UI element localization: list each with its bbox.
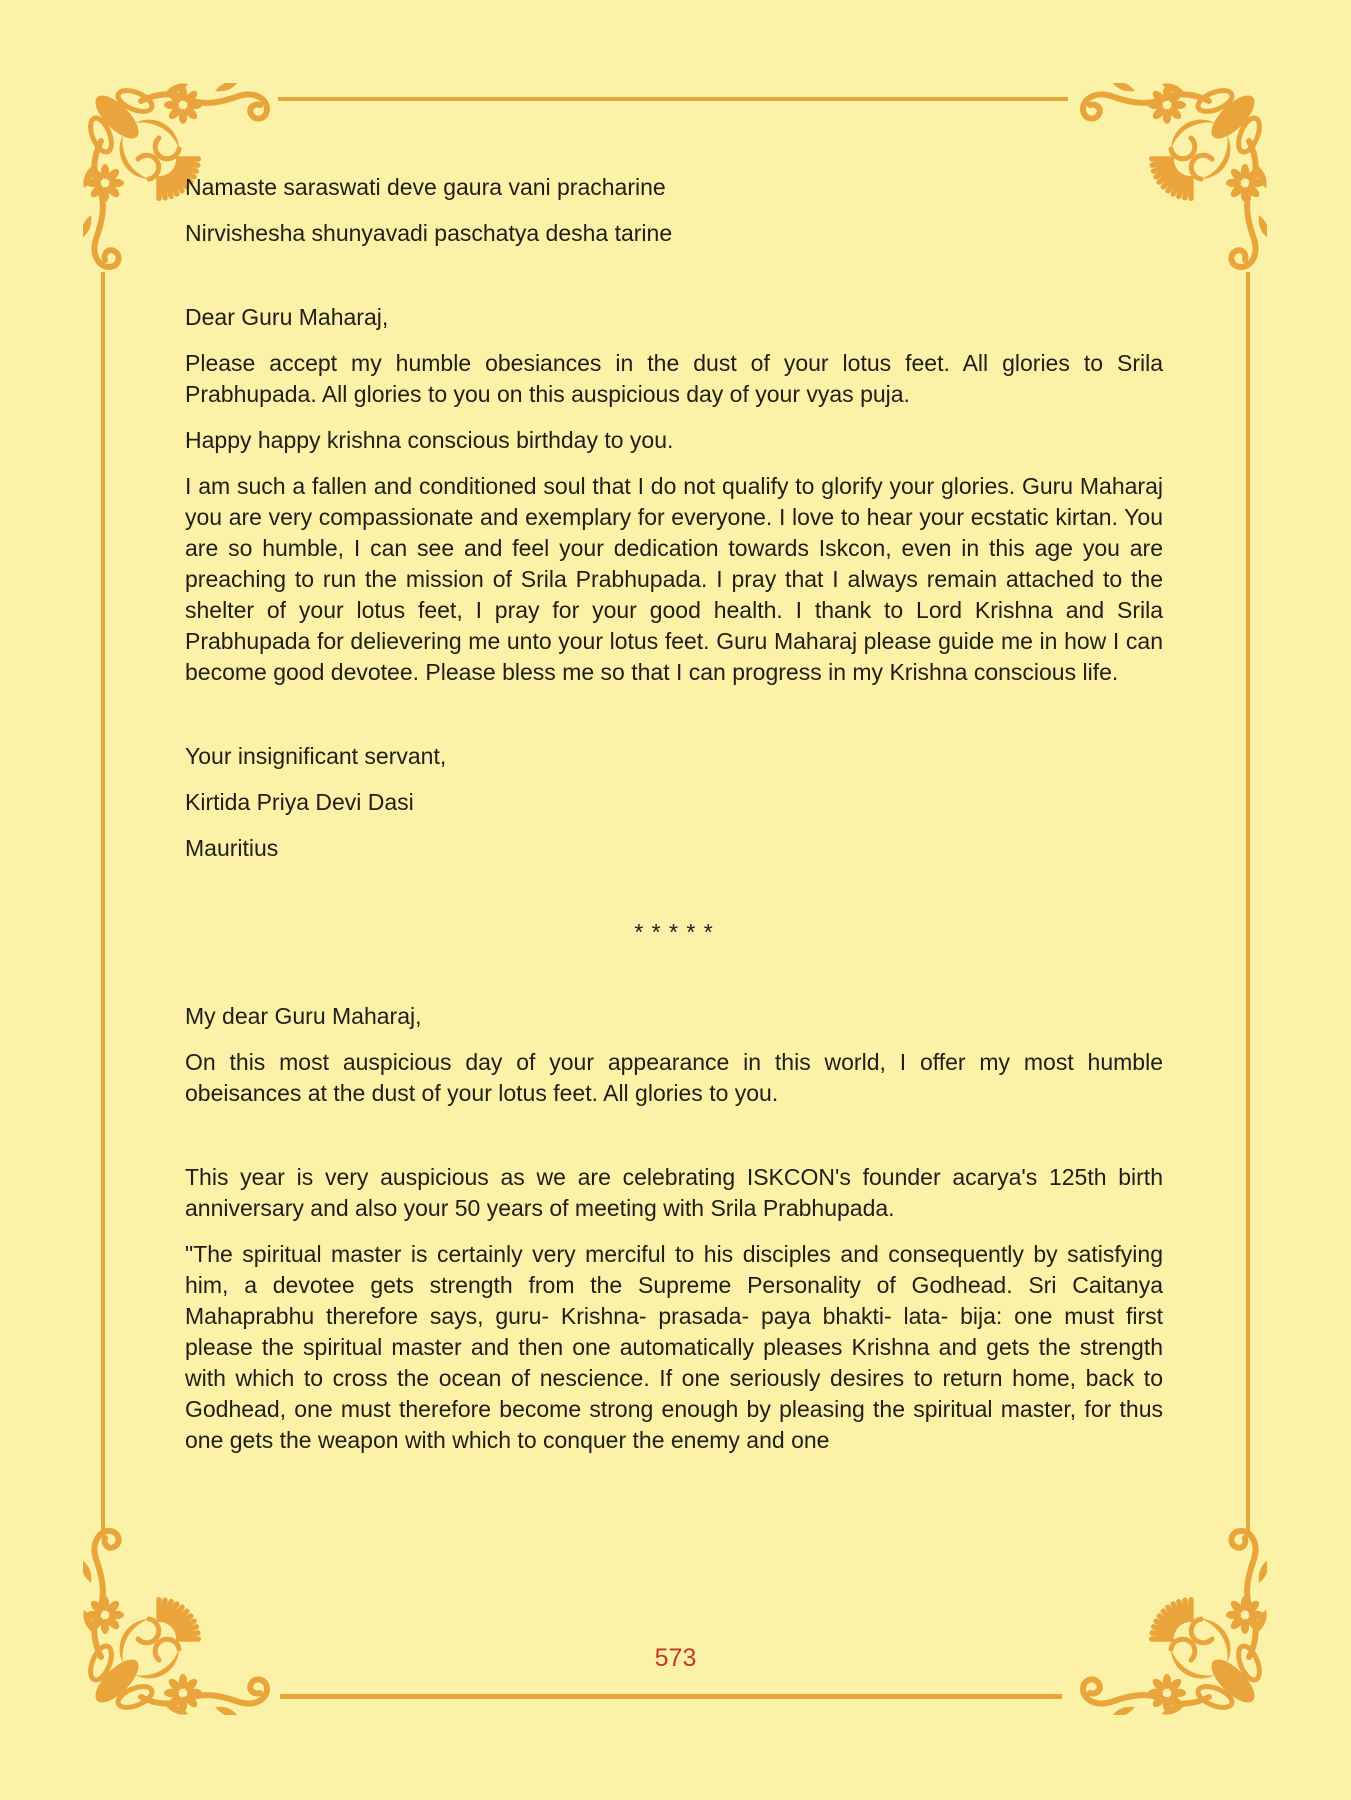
corner-ornament-bottom-left	[83, 1515, 283, 1715]
letters-divider: * * * * *	[634, 919, 714, 945]
letters-content	[185, 172, 1163, 1456]
letter1-paragraph: Please accept my humble obesiances in the dust of your lotus feet. All glories to Srila Prabhupada. All glories to you on this auspicious day of your vyas puja.	[185, 350, 1163, 407]
border-line-left	[101, 272, 105, 1534]
mantra-line: Nirvishesha shunyavadi paschatya desha tarine	[185, 220, 673, 246]
border-line-bottom	[280, 1694, 1062, 1699]
letter1-paragraph: I am such a fallen and conditioned soul that I do not qualify to glorify your glories. Guru Maharaj you are very compassionate and exemplary for everyone. I love to hear your ecstatic kirtan. You are so humble, I can see and feel your dedication towards Iskcon, even in this age you are preaching to run the mission of Srila Prabhupada. I pray that I always remain attached to the shelter of your lotus feet, I pray for your good health. I thank to Lord Krishna and Srila Prabhupada for delievering me unto your lotus feet. Guru Maharaj please guide me in how I can become good devotee. Please bless me so that I can progress in my Krishna conscious life.	[185, 473, 1163, 685]
letter2-paragraph: This year is very auspicious as we are celebrating ISKCON's founder acarya's 125th birth anniversary and also your 50 years of meeting with Srila Prabhupada.	[185, 1164, 1163, 1221]
border-line-right	[1246, 272, 1250, 1534]
letter1-closing: Your insignificant servant,	[185, 743, 447, 769]
letter2-paragraph: On this most auspicious day of your appearance in this world, I offer my most humble obeisances at the dust of your lotus feet. All glories to you.	[185, 1049, 1163, 1106]
letter2-salutation: My dear Guru Maharaj,	[185, 1003, 422, 1029]
corner-ornament-bottom-right	[1067, 1515, 1267, 1715]
page-number: 573	[654, 1644, 697, 1672]
letter1-signature-name: Kirtida Priya Devi Dasi	[185, 789, 414, 815]
mantra-line: Namaste saraswati deve gaura vani pracharine	[185, 174, 666, 200]
border-line-top	[278, 97, 1068, 101]
letter2-paragraph: "The spiritual master is certainly very merciful to his disciples and consequently by satisfying him, a devotee gets strength from the Supreme Personality of Godhead. Sri Caitanya Mahaprabhu therefore says, guru- Krishna- prasada- paya bhakti- lata- bija: one must first please the spiritual master and then one automatically pleases Krishna and gets the strength with which to cross the ocean of nescience. If one seriously desires to return home, back to Godhead, one must therefore become strong enough by pleasing the spiritual master, for thus one gets the weapon with which to conquer the enemy and one	[185, 1241, 1163, 1453]
letter1-salutation: Dear Guru Maharaj,	[185, 304, 389, 330]
letter1-paragraph: Happy happy krishna conscious birthday to you.	[185, 427, 674, 453]
letter1-signature-location: Mauritius	[185, 835, 279, 861]
